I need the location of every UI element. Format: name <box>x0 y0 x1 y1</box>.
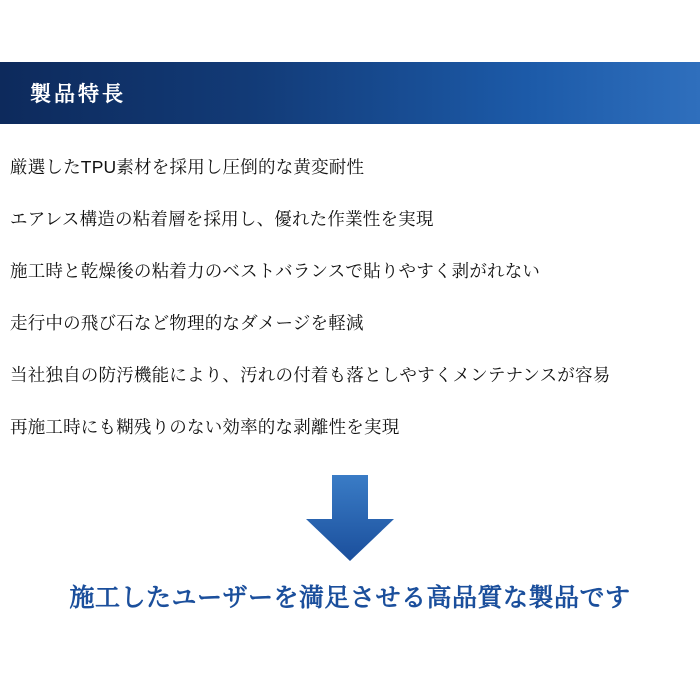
feature-text: 施工時と乾燥後の粘着力のベストバランスで貼りやすく剥がれない <box>10 260 541 281</box>
feature-text: 当社独自の防汚機能により、汚れの付着も落としやすくメンテナンスが容易 <box>10 364 611 385</box>
list-item <box>0 348 700 400</box>
down-arrow-icon <box>302 475 398 561</box>
conclusion-text: 施工したユーザーを満足させる高品質な製品です <box>69 584 631 612</box>
arrow-container <box>0 468 700 568</box>
section-header-bar <box>0 62 700 124</box>
list-item <box>0 244 700 296</box>
feature-text: 再施工時にも糊残りのない効率的な剥離性を実現 <box>10 416 400 437</box>
footer-spacer <box>0 686 700 700</box>
conclusion-block <box>0 578 700 614</box>
list-item <box>0 140 700 192</box>
feature-text: エアレス構造の粘着層を採用し、優れた作業性を実現 <box>10 208 434 229</box>
list-item <box>0 296 700 348</box>
feature-text: 厳選したTPU素材を採用し圧倒的な黄変耐性 <box>10 156 365 177</box>
feature-text: 走行中の飛び石など物理的なダメージを軽減 <box>10 312 364 333</box>
list-item <box>0 400 700 452</box>
page-title: 製品特長 <box>30 83 126 106</box>
list-item <box>0 192 700 244</box>
feature-list <box>0 140 700 452</box>
